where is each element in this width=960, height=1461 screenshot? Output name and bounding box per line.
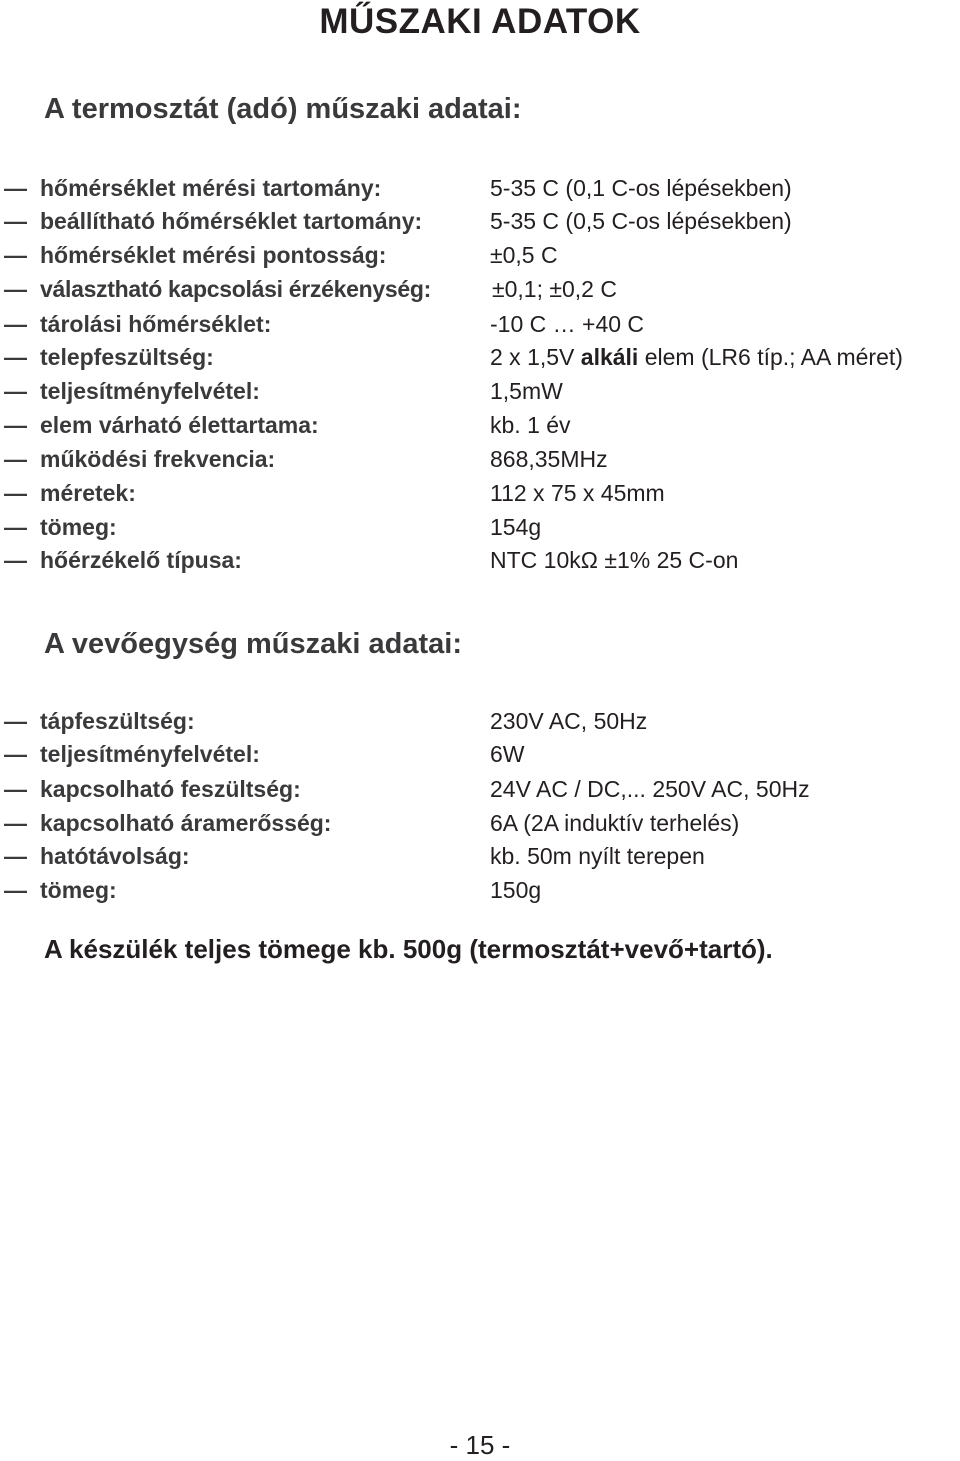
spec-label: teljesítményfelvétel: bbox=[40, 378, 260, 404]
spec-row-receiver-power bbox=[0, 739, 960, 769]
total-weight-summary: A készülék teljes tömege kb. 500g (termosztát+vevő+tartó). bbox=[44, 934, 773, 964]
spec-value: 6W bbox=[490, 741, 525, 767]
dash-bullet: — bbox=[4, 877, 27, 903]
dash-bullet: — bbox=[4, 810, 27, 836]
battery-voltage-value: 2 x 1,5V bbox=[490, 344, 581, 370]
spec-label: tárolási hőmérséklet: bbox=[40, 311, 272, 337]
battery-type-emphasis: alkáli bbox=[580, 344, 639, 370]
dash-bullet: — bbox=[4, 776, 27, 802]
dash-bullet: — bbox=[4, 708, 27, 734]
spec-row-battery-life bbox=[0, 410, 960, 440]
spec-row-power-consumption bbox=[0, 376, 960, 406]
dash-bullet: — bbox=[4, 480, 27, 506]
spec-row-frequency bbox=[0, 444, 960, 474]
spec-value: 150g bbox=[490, 877, 542, 903]
spec-value: 24V AC / DC,... 250V AC, 50Hz bbox=[490, 776, 810, 802]
spec-row-storage-temperature bbox=[0, 309, 960, 339]
spec-label: teljesítményfelvétel: bbox=[40, 741, 260, 767]
spec-label: kapcsolható feszültség: bbox=[40, 776, 301, 802]
receiver-section-heading: A vevőegység műszaki adatai: bbox=[44, 628, 462, 660]
spec-value: 5-35 C (0,1 C-os lépésekben) bbox=[490, 175, 792, 201]
spec-label: tápfeszültség: bbox=[40, 708, 195, 734]
spec-row-weight bbox=[0, 512, 960, 542]
spec-value: 1,5mW bbox=[490, 378, 563, 404]
spec-row-range bbox=[0, 841, 960, 871]
dash-bullet: — bbox=[4, 514, 27, 540]
spec-row-measuring-range bbox=[0, 173, 960, 203]
spec-label: elem várható élettartama: bbox=[40, 412, 319, 438]
spec-row-dimensions bbox=[0, 478, 960, 508]
spec-label: hőérzékelő típusa: bbox=[40, 547, 242, 573]
spec-value: 154g bbox=[490, 514, 542, 540]
spec-label: beállítható hőmérséklet tartomány: bbox=[40, 208, 423, 234]
spec-row-battery-voltage bbox=[0, 342, 960, 372]
spec-label: működési frekvencia: bbox=[40, 446, 276, 472]
dash-bullet: — bbox=[4, 208, 27, 234]
spec-value: 5-35 C (0,5 C-os lépésekben) bbox=[490, 208, 792, 234]
dash-bullet: — bbox=[4, 344, 27, 370]
page-number: - 15 - bbox=[449, 1430, 511, 1460]
spec-row-switching-sensitivity bbox=[0, 274, 960, 304]
spec-row-switchable-current bbox=[0, 808, 960, 838]
dash-bullet: — bbox=[4, 412, 27, 438]
dash-bullet: — bbox=[4, 446, 27, 472]
spec-row-sensor-type bbox=[0, 545, 960, 575]
dash-bullet: — bbox=[4, 378, 27, 404]
dash-bullet: — bbox=[4, 311, 27, 337]
spec-value: NTC 10kΩ ±1% 25 C-on bbox=[490, 547, 739, 573]
spec-label: tömeg: bbox=[40, 877, 117, 903]
dash-bullet: — bbox=[4, 276, 27, 302]
spec-label: hőmérséklet mérési pontosság: bbox=[40, 242, 387, 268]
battery-size-value: elem (LR6 típ.; AA méret) bbox=[638, 344, 903, 370]
spec-label: hőmérséklet mérési tartomány: bbox=[40, 175, 382, 201]
spec-label: kapcsolható áramerősség: bbox=[40, 810, 332, 836]
spec-row-receiver-weight bbox=[0, 875, 960, 905]
spec-label: tömeg: bbox=[40, 514, 117, 540]
spec-row-accuracy bbox=[0, 240, 960, 270]
spec-row-settable-range bbox=[0, 206, 960, 236]
spec-value: 112 x 75 x 45mm bbox=[490, 480, 665, 506]
spec-label: méretek: bbox=[40, 480, 136, 506]
spec-value: 868,35MHz bbox=[490, 446, 608, 472]
spec-label: telepfeszültség: bbox=[40, 344, 214, 370]
spec-value: ±0,1; ±0,2 C bbox=[492, 276, 617, 302]
spec-label: hatótávolság: bbox=[40, 843, 190, 869]
page-title: MŰSZAKI ADATOK bbox=[319, 2, 641, 41]
transmitter-section-heading: A termosztát (adó) műszaki adatai: bbox=[44, 93, 522, 125]
spec-row-supply-voltage bbox=[0, 706, 960, 736]
spec-value: 6A (2A induktív terhelés) bbox=[490, 810, 740, 836]
dash-bullet: — bbox=[4, 843, 27, 869]
dash-bullet: — bbox=[4, 242, 27, 268]
spec-value: 230V AC, 50Hz bbox=[490, 708, 648, 734]
spec-value: kb. 1 év bbox=[490, 412, 571, 438]
spec-label: választható kapcsolási érzékenység: bbox=[40, 276, 431, 302]
dash-bullet: — bbox=[4, 741, 27, 767]
spec-value bbox=[490, 342, 903, 372]
dash-bullet: — bbox=[4, 547, 27, 573]
spec-row-switchable-voltage bbox=[0, 774, 960, 804]
dash-bullet: — bbox=[4, 175, 27, 201]
spec-value: kb. 50m nyílt terepen bbox=[490, 843, 705, 869]
spec-value: ±0,5 C bbox=[490, 242, 558, 268]
spec-value: -10 C … +40 C bbox=[490, 311, 645, 337]
